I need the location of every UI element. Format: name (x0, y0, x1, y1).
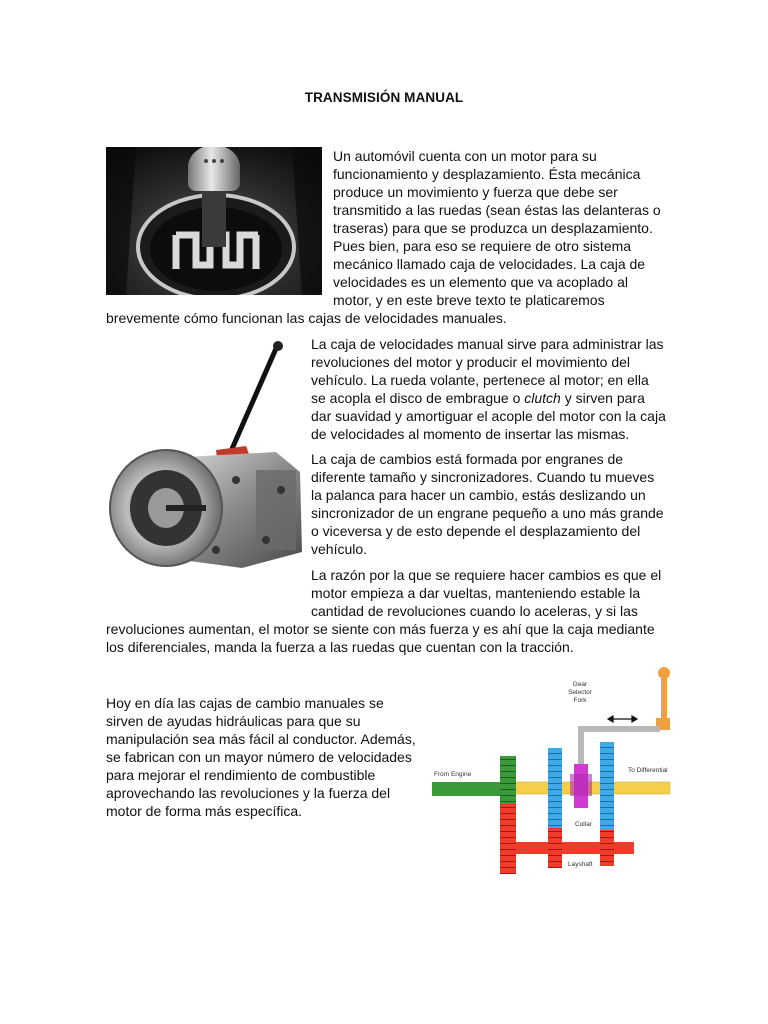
gear-blue-2 (600, 742, 614, 830)
layshaft-gear-2 (548, 828, 562, 868)
paragraph-modern-gearboxes: Hoy en día las cajas de cambio manuales se sirven de ayudas hidráulicas para que su manipulación sea más fácil al conductor. Además, se fabrican con un mayor número de velocidades para mejorar el rendimiento de combustible aprovechando las revoluciones y la fuerza del motor de forma más específica. (106, 695, 416, 819)
label-gear: Gear (572, 681, 588, 688)
gear-shifter-photo (106, 147, 322, 295)
layshaft-gear-1 (500, 804, 516, 874)
selector-rod (580, 726, 660, 732)
label-from-engine: From Engine (434, 771, 472, 778)
paragraph-gears-synchronizers: La caja de cambios está formada por engranes de diferente tamaño y sincronizadores. Cuando tu mueves la palanca para hacer un cambio, estás deslizando un sincronizador de un engrane pequeño a uno más grande o viceversa y de esto depende el desplazamiento del vehículo. (311, 451, 664, 557)
clutch-term: clutch (524, 390, 561, 406)
double-arrow-icon (608, 716, 637, 722)
input-shaft (432, 782, 504, 796)
gear-blue-1 (548, 748, 562, 828)
label-selector: Selector (568, 689, 592, 696)
paragraph-shifting-reason: La razón por la que se requiere hacer cambios es que el motor empieza a dar vueltas, manteniendo estable la cantidad de revoluciones cuando lo aceleras, y si las (311, 567, 662, 619)
paragraph-gearbox-purpose: La caja de velocidades manual sirve para administrar las revoluciones del motor y producir el movimiento del vehículo. La rueda volante, pertenece al motor; en ella se acopla el disco de embrague o clutch y sirven para dar suavidad y amortiguar el acople del motor con la caja de velocidades al momento de insertar las mismas. (311, 336, 666, 442)
layshaft-gear-3 (600, 830, 614, 866)
label-to-differential: To Differential (628, 767, 668, 774)
label-collar: Collar (575, 821, 592, 828)
shift-lever (661, 676, 667, 724)
transmission-diagram (430, 664, 674, 878)
paragraph-shifting-reason-tail: revoluciones aumentan, el motor se siente con más fuerza y es ahí que la caja mediante los diferenciales, manda la fuerza a las ruedas que cuentan con la tracción. (106, 621, 655, 655)
intro-paragraph: Un automóvil cuenta con un motor para su funcionamiento y desplazamiento. Ésta mecánica produce un movimiento y fuerza que debe ser transmitido a las ruedas (sean éstas las delanteras o traseras) para que se produzca un desplazamiento. Pues bien, para eso se requiere de otro sistema mecánico llamado caja de velocidades. La caja de velocidades es un elemento que va acoplado al motor, y en este breve texto te platicaremos (333, 148, 661, 308)
page-title: TRANSMISIÓN MANUAL (304, 90, 464, 105)
intro-paragraph-tail: brevemente cómo funcionan las cajas de velocidades manuales. (106, 310, 507, 326)
label-fork: Fork (573, 697, 587, 704)
gearbox-photo (106, 340, 306, 572)
label-layshaft: Layshaft (568, 861, 593, 868)
